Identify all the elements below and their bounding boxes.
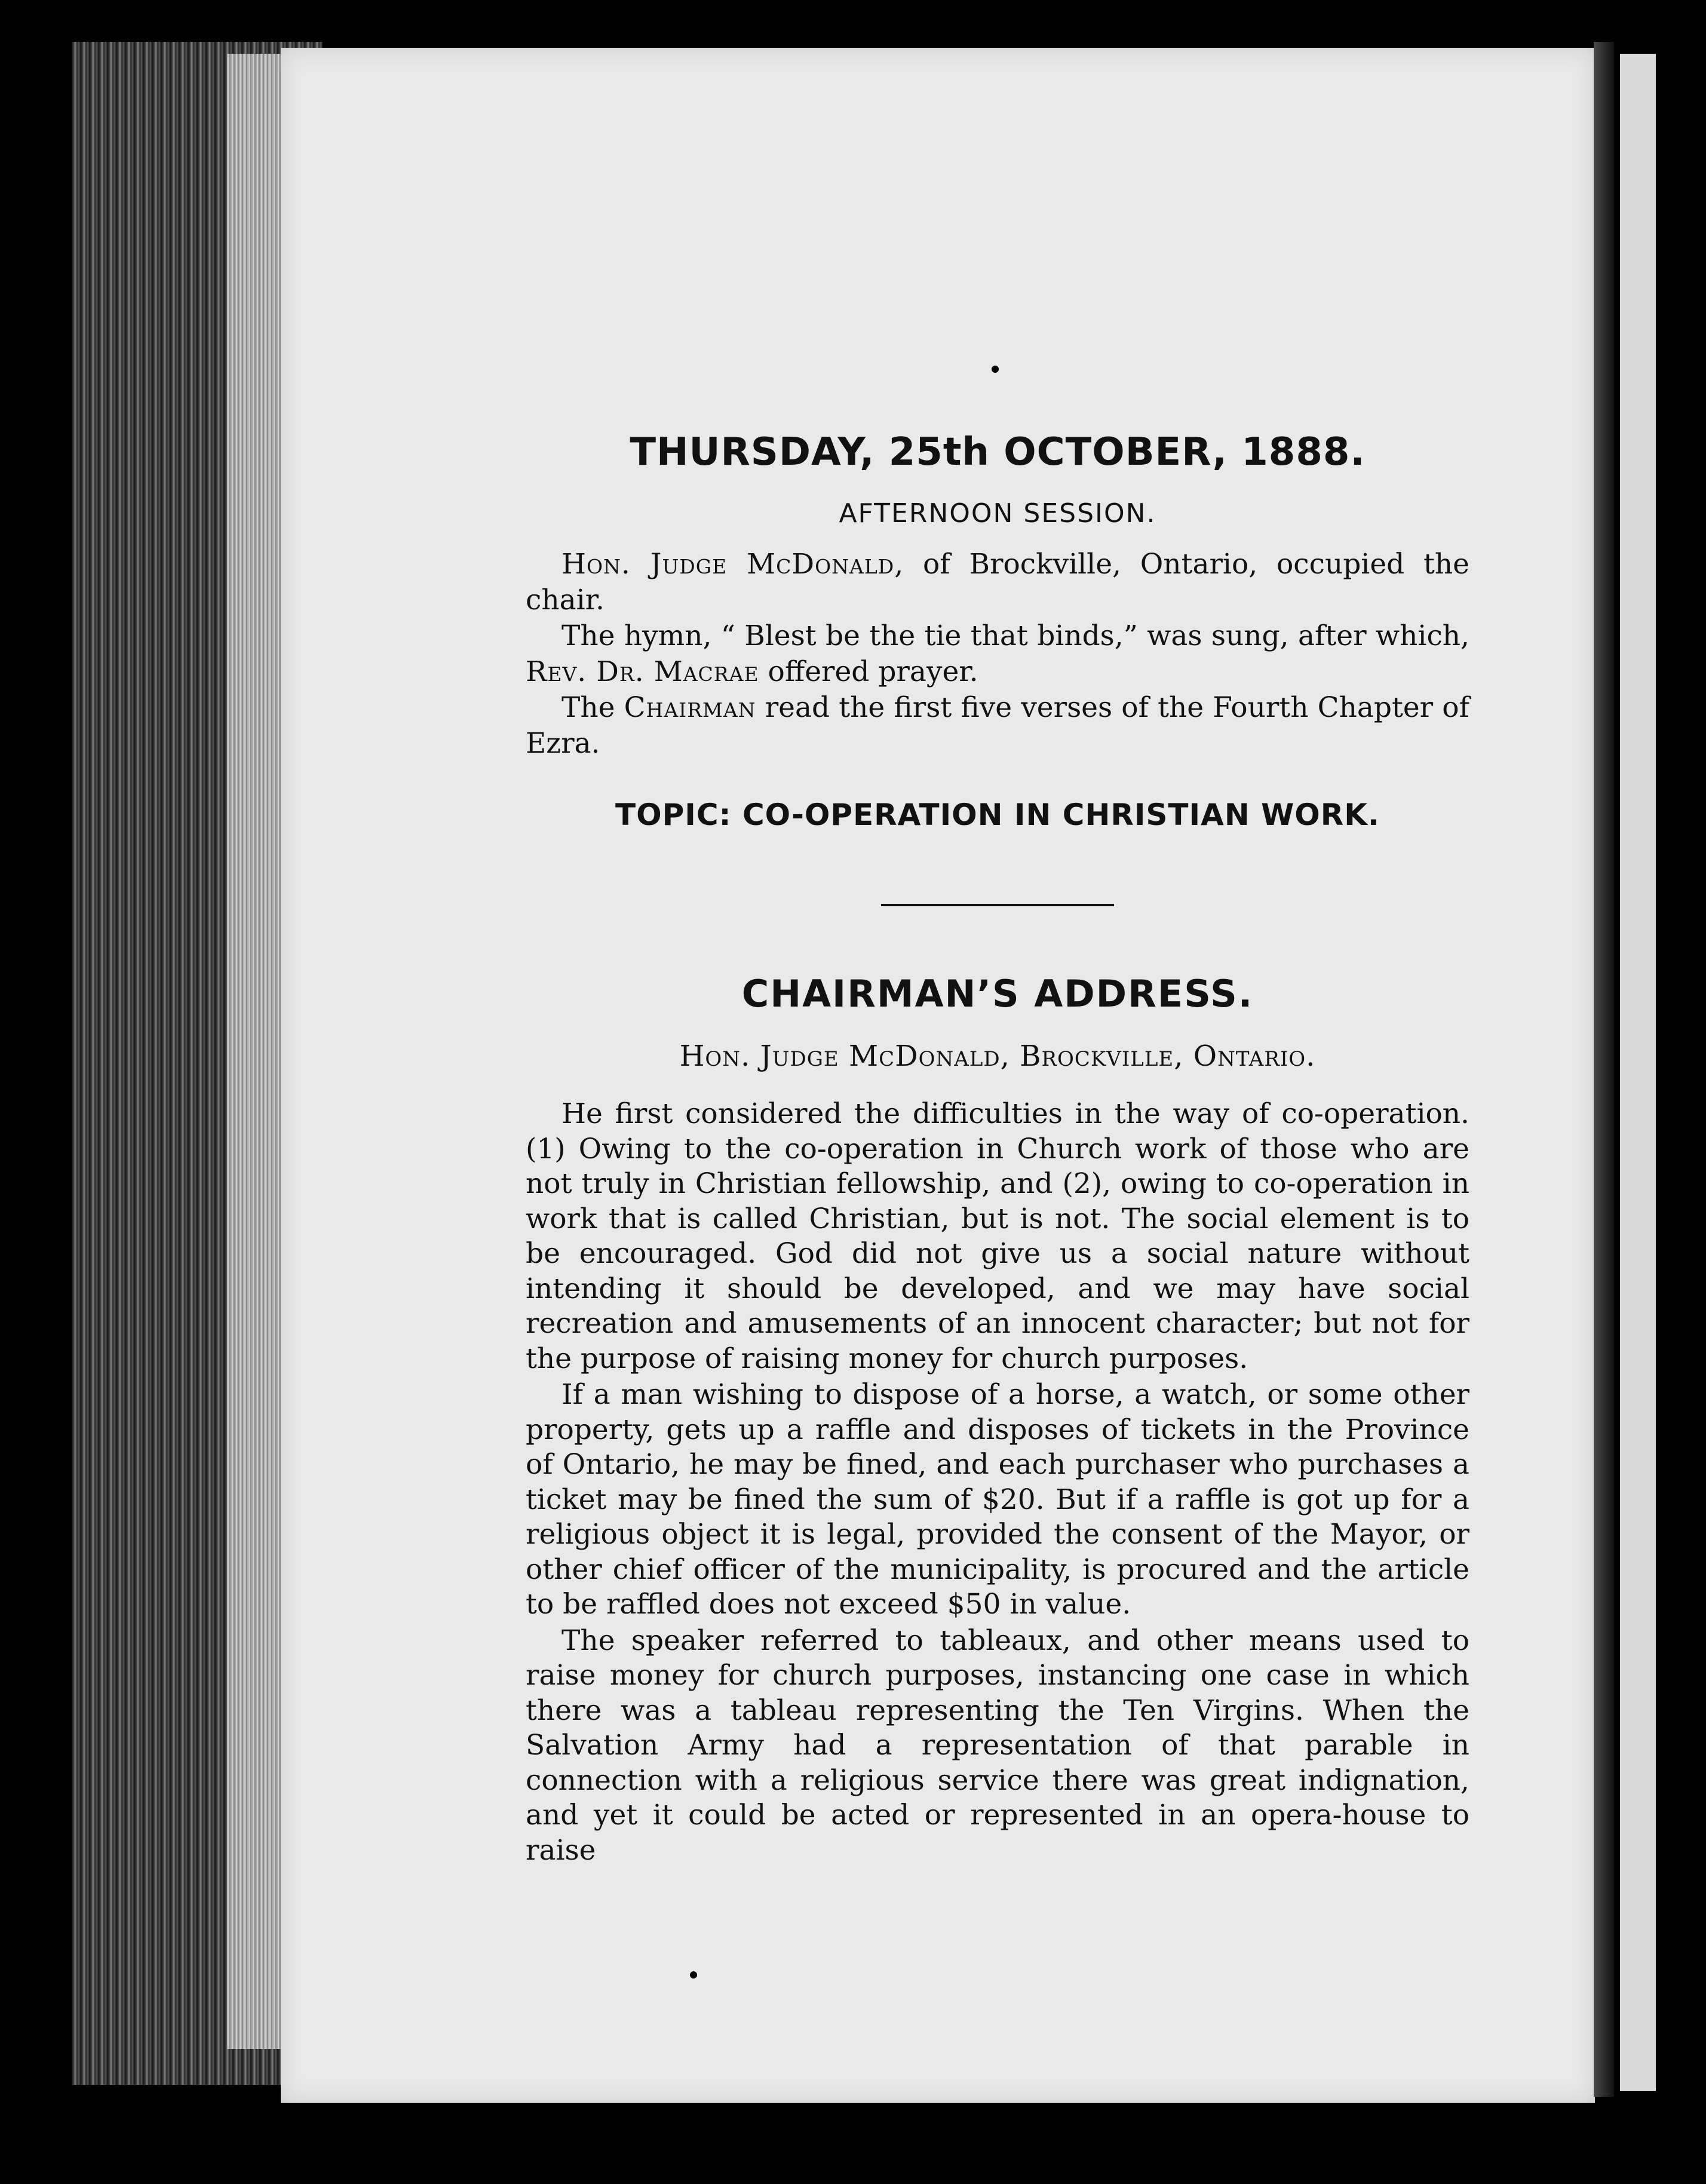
speaker-line: Hon. Judge McDonald, Brockville, Ontario. <box>679 1039 1316 1073</box>
paragraph-text: of Brockville, Ontario, occupied the chair. <box>526 548 1469 616</box>
opening-paragraph-chair <box>526 547 1469 618</box>
opening-paragraph-hymn <box>526 618 1469 690</box>
page-content <box>526 430 1469 1869</box>
person-name: Hon. Judge McDonald, <box>561 548 904 581</box>
facing-page-sliver <box>1620 54 1656 2091</box>
session-heading: AFTERNOON SESSION. <box>839 498 1156 529</box>
topic-heading: TOPIC: CO-OPERATION IN CHRISTIAN WORK. <box>615 797 1380 832</box>
section-divider <box>881 904 1114 906</box>
paragraph-text: offered prayer. <box>759 655 978 688</box>
person-name: Rev. Dr. Macrae <box>526 655 759 688</box>
date-heading: THURSDAY, 25th OCTOBER, 1888. <box>630 430 1366 474</box>
book-gutter <box>1594 42 1614 2097</box>
address-paragraph: If a man wishing to dispose of a horse, a watch, or some other property, gets up a raffle and disposes of tickets in the Province of Ontario, he may be fined, and each purchaser who purchases a ticket may be fined the sum of $20. But if a raffle is got up for a religious object it is legal, provided the consent of the Mayor, or other chief officer of the municipality, is procured and the article to be raffled does not exceed $50 in value. <box>526 1378 1469 1621</box>
paragraph-text: read the first five verses of the Fourth Chapter of Ezra. <box>526 691 1470 760</box>
paragraph-text: The hymn, “ Blest be the tie that binds,” was sung, after which, <box>561 619 1469 652</box>
speck-mark <box>690 1971 697 1979</box>
address-paragraph: He first considered the difficulties in the way of co-operation. (1) Owing to the co-operation in Church work of those who are not truly in Christian fellowship, and (2), owing to co-operation in work that is called Christian, but is not. The social element is to be encouraged. God did not give us a social nature without intending it should be developed, and we may have social recreation and amusements of an innocent character; but not for the purpose of raising money for church purposes. <box>526 1097 1469 1375</box>
paragraph-text: The <box>561 691 624 724</box>
address-paragraph: The speaker referred to tableaux, and other means used to raise money for church purposes, instancing one case in which there was a tableau representing the Ten Virgins. When the Salvation Army had a representation of that parable in connection with a religious service there was great indignation, and yet it could be acted or represented in an opera-house to raise <box>526 1624 1469 1867</box>
speck-mark <box>992 366 999 373</box>
address-title: CHAIRMAN’S ADDRESS. <box>741 972 1254 1016</box>
person-name: Chairman <box>624 691 756 724</box>
opening-paragraph-reading <box>526 690 1469 762</box>
